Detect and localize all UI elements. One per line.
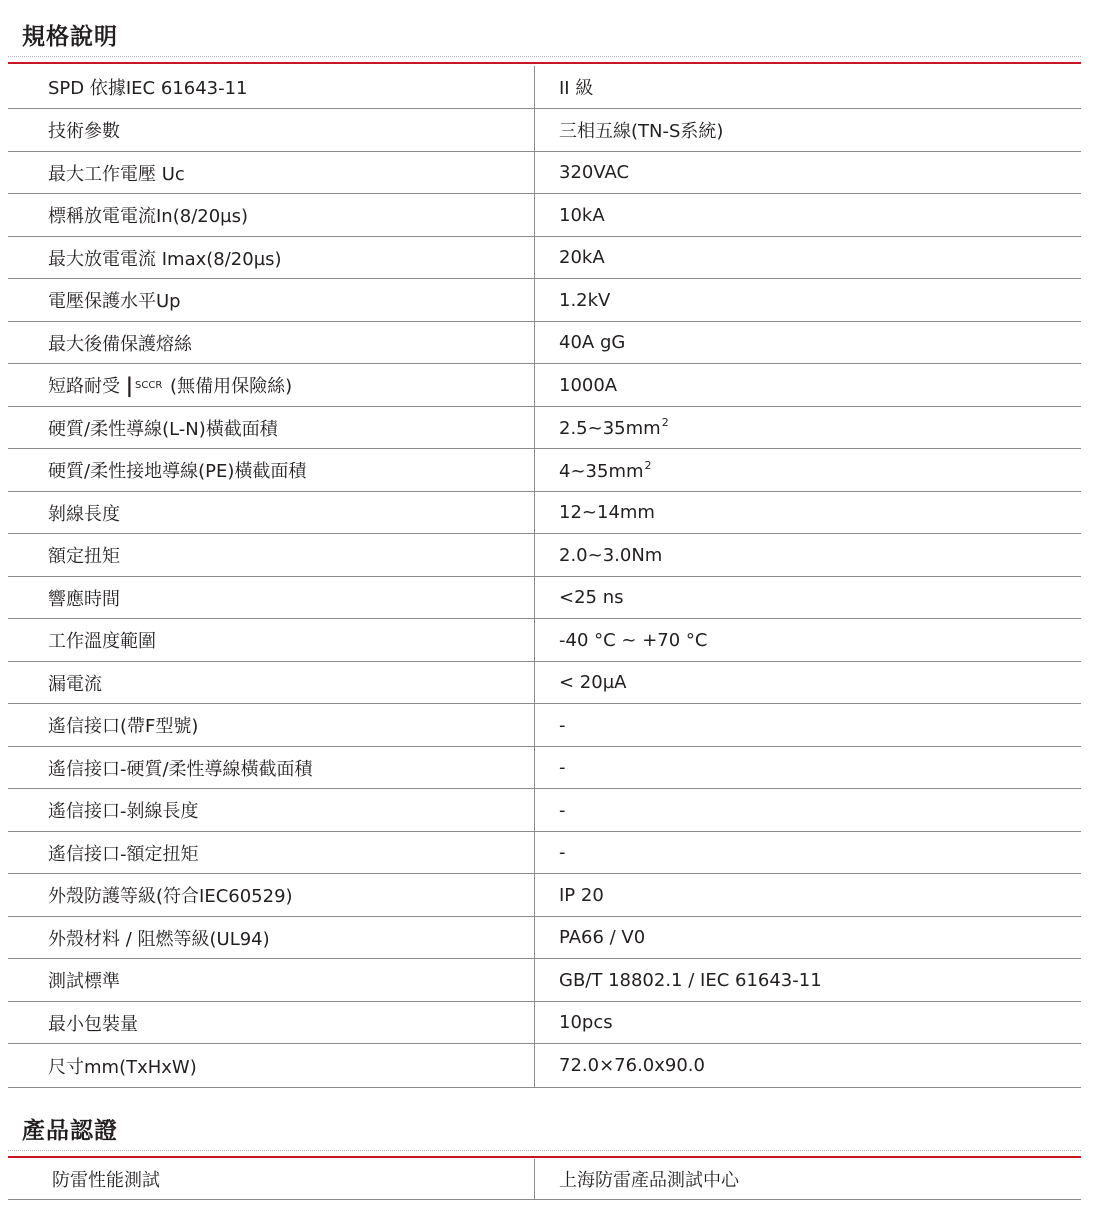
spec-value: -40 °C ~ +70 °C xyxy=(559,629,708,651)
sccr-note: (無備用保險絲) xyxy=(170,376,293,397)
spec-row-protection-level xyxy=(8,279,1081,322)
spec-row-max-voltage xyxy=(8,152,1081,194)
spec-label-text: 短路耐受 xyxy=(48,376,120,397)
spec-row-ip-rating xyxy=(8,874,1081,917)
spec-value: 1.2kV xyxy=(559,289,611,311)
spec-row-temperature xyxy=(8,619,1081,662)
spec-row-remote-strip-length xyxy=(8,789,1081,832)
spec-row-response-time xyxy=(8,577,1081,619)
spec-row-backup-fuse xyxy=(8,322,1081,364)
squared-superscript: 2 xyxy=(644,458,652,472)
spec-value: 320VAC xyxy=(559,162,630,183)
spec-label: 響應時間 xyxy=(8,577,535,618)
spec-value: II 級 xyxy=(559,78,594,99)
spec-value: - xyxy=(559,799,566,821)
spec-value xyxy=(535,416,669,439)
specs-table xyxy=(8,66,1081,1088)
spec-label: 技術參數 xyxy=(8,109,535,151)
spec-value: <25 ns xyxy=(559,587,624,608)
spec-row-spd-standard xyxy=(8,66,1081,109)
spec-value: 72.0×76.0x90.0 xyxy=(559,1055,705,1076)
spec-value: 40A gG xyxy=(559,332,626,353)
spec-label: 外殼材料 / 阻燃等級(UL94) xyxy=(8,917,535,958)
spec-label: 外殼防護等級(符合IEC60529) xyxy=(8,874,535,916)
spec-label: 電壓保護水平Up xyxy=(8,279,535,321)
certs-title: 產品認證 xyxy=(22,1118,118,1144)
spec-row-housing-material xyxy=(8,917,1081,959)
spec-row-dimensions xyxy=(8,1044,1081,1088)
spec-label: 遙信接口(帶F型號) xyxy=(8,704,535,746)
spec-label: 遙信接口-硬質/柔性導線橫截面積 xyxy=(8,747,535,788)
spec-row-remote-cross-section xyxy=(8,747,1081,789)
spec-label: 標稱放電電流In(8/20µs) xyxy=(8,194,535,236)
spec-row-tech-params xyxy=(8,109,1081,152)
spec-value: - xyxy=(559,842,566,863)
spec-label: 額定扭矩 xyxy=(8,534,535,576)
sccr-bar: | xyxy=(125,373,134,397)
spec-row-leakage xyxy=(8,662,1081,704)
specs-title: 規格說明 xyxy=(22,24,118,50)
spec-row-max-current xyxy=(8,237,1081,279)
spec-value-text: 4~35mm xyxy=(559,460,644,482)
certs-table xyxy=(8,1159,1081,1200)
spec-row-pe-cross-section xyxy=(8,449,1081,492)
spec-value: 三相五線(TN-S系統) xyxy=(559,121,724,142)
spec-row-ln-cross-section xyxy=(8,407,1081,449)
spec-label: 最大工作電壓 Uc xyxy=(8,152,535,193)
spec-label: 遙信接口-額定扭矩 xyxy=(8,832,535,873)
spec-row-remote-torque xyxy=(8,832,1081,874)
sccr-subscript: SCCR xyxy=(135,379,163,391)
spec-value: 20kA xyxy=(559,247,605,268)
cert-label: 防雷性能測試 xyxy=(8,1159,535,1199)
certs-title-rule xyxy=(8,1150,1081,1158)
spec-label: 遙信接口-剝線長度 xyxy=(8,789,535,831)
spec-value xyxy=(535,459,652,482)
spec-row-short-circuit xyxy=(8,364,1081,407)
spec-label: 硬質/柔性接地導線(PE)橫截面積 xyxy=(8,449,535,491)
spec-label: 最小包裝量 xyxy=(8,1002,535,1043)
spec-value: - xyxy=(559,714,566,736)
cert-row-lightning-test xyxy=(8,1159,1081,1200)
spec-label: 最大放電電流 Imax(8/20µs) xyxy=(8,237,535,278)
squared-superscript: 2 xyxy=(661,416,669,429)
spec-label xyxy=(8,364,535,406)
spec-value: < 20µA xyxy=(559,672,627,693)
spec-value: PA66 / V0 xyxy=(559,927,646,948)
spec-row-strip-length xyxy=(8,492,1081,534)
spec-label: 測試標準 xyxy=(8,959,535,1001)
spec-value: - xyxy=(559,757,566,778)
spec-value-text: 2.5~35mm xyxy=(559,418,661,439)
spec-label: 尺寸mm(TxHxW) xyxy=(8,1044,535,1087)
spec-value: 12~14mm xyxy=(559,502,655,523)
spec-label: 剝線長度 xyxy=(8,492,535,533)
spec-value: GB/T 18802.1 / IEC 61643-11 xyxy=(559,969,822,991)
spec-label: 硬質/柔性導線(L-N)橫截面積 xyxy=(8,407,535,448)
spec-value: 2.0~3.0Nm xyxy=(559,544,663,566)
spec-label: 漏電流 xyxy=(8,662,535,703)
spec-label: SPD 依據IEC 61643-11 xyxy=(8,66,535,108)
spec-value: 1000A xyxy=(559,374,618,396)
spec-label: 最大後備保護熔絲 xyxy=(8,322,535,363)
specs-title-rule xyxy=(8,56,1081,64)
spec-value: 10kA xyxy=(559,204,605,226)
spec-row-min-package xyxy=(8,1002,1081,1044)
spec-row-remote-signal xyxy=(8,704,1081,747)
spec-row-test-standard xyxy=(8,959,1081,1002)
cert-value: 上海防雷產品測試中心 xyxy=(559,1170,739,1191)
spec-value: 10pcs xyxy=(559,1012,613,1033)
spec-value: IP 20 xyxy=(559,884,604,906)
spec-label: 工作溫度範圍 xyxy=(8,619,535,661)
spec-row-nominal-current xyxy=(8,194,1081,237)
spec-row-torque xyxy=(8,534,1081,577)
